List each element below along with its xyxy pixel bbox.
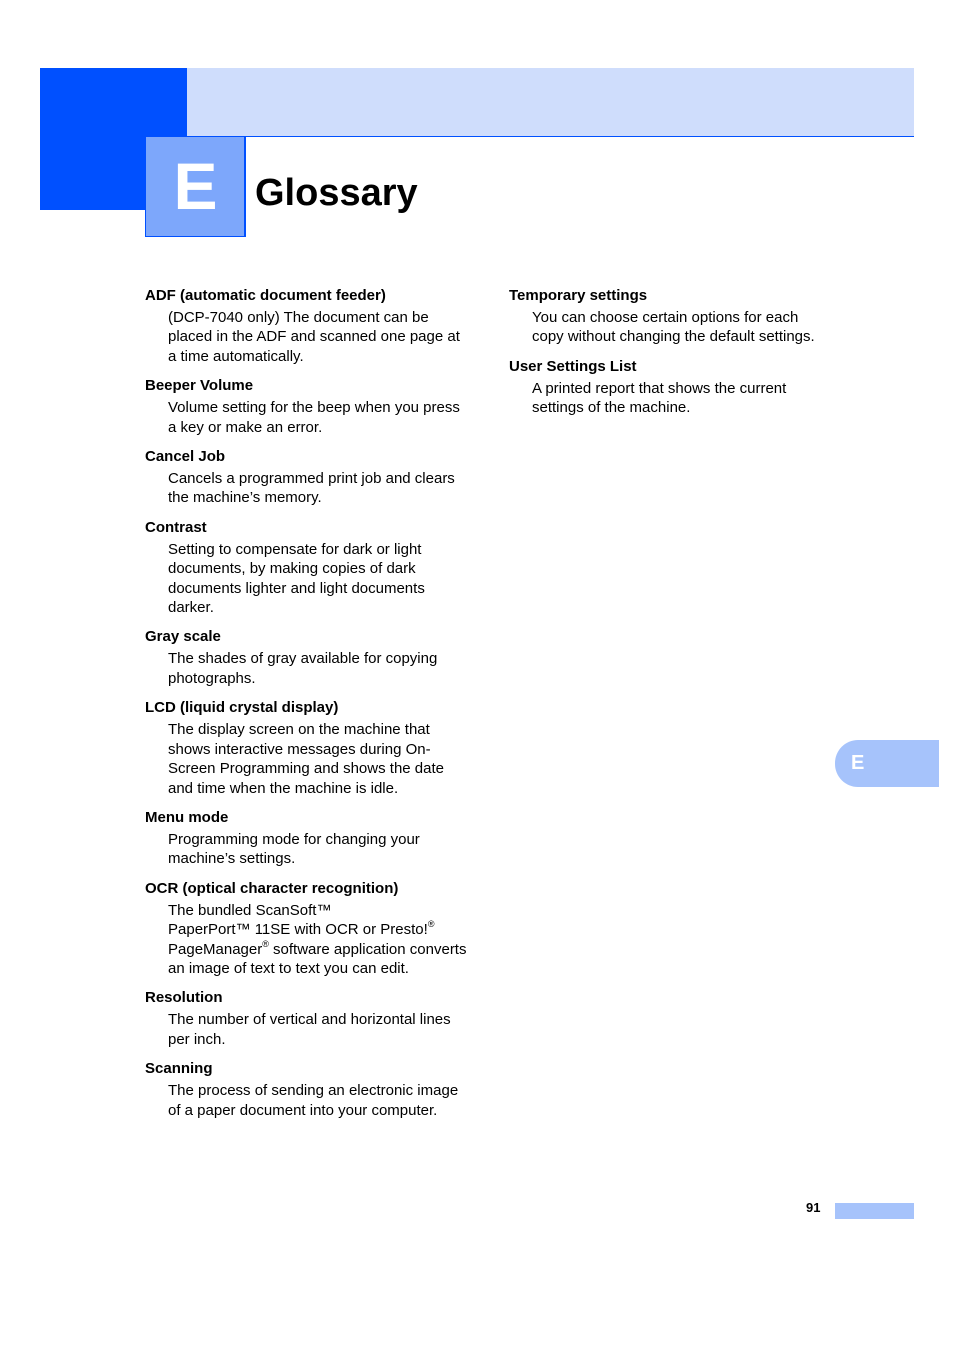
header-rule — [187, 136, 914, 137]
glossary-entry-resolution — [145, 988, 475, 1049]
glossary-definition — [168, 901, 468, 979]
glossary-definition: Volume setting for the beep when you press a key or make an error. — [168, 399, 460, 436]
ocr-definition-part3: PageManager — [168, 940, 263, 958]
glossary-entry-menu-mode — [145, 808, 475, 869]
glossary-entry-scanning — [145, 1059, 475, 1120]
registered-mark: ® — [427, 919, 435, 930]
glossary-left-column — [145, 286, 475, 1130]
glossary-term: Contrast — [145, 518, 207, 536]
glossary-term: Cancel Job — [145, 448, 226, 466]
glossary-term: Menu mode — [145, 808, 229, 826]
title-divider — [244, 136, 245, 237]
glossary-entry-beeper-volume — [145, 376, 475, 437]
chapter-letter-box: E — [145, 136, 246, 237]
glossary-definition: (DCP-7040 only) The document can be placed in the ADF and scanned one page at a time automatically. — [168, 309, 460, 365]
glossary-definition: The process of sending an electronic image of a paper document into your computer. — [168, 1082, 459, 1119]
page-number-bar — [835, 1203, 914, 1219]
glossary-entry-cancel-job — [145, 447, 475, 508]
ocr-definition-line1: The bundled ScanSoft™ — [168, 901, 332, 919]
glossary-term: Scanning — [145, 1060, 213, 1078]
glossary-term: OCR (optical character recognition) — [145, 879, 399, 897]
ocr-definition-part2: PaperPort™ 11SE with OCR or Presto! — [168, 921, 428, 939]
glossary-definition: A printed report that shows the current settings of the machine. — [532, 379, 787, 417]
glossary-term: Resolution — [145, 989, 223, 1007]
glossary-term: User Settings List — [509, 357, 637, 375]
glossary-definition: The display screen on the machine that shows interactive messages during On-Screen Programming and shows the date and time when the machine is idle. — [168, 721, 444, 797]
glossary-entry-adf — [145, 286, 475, 366]
glossary-entry-contrast — [145, 518, 475, 618]
page-number: 91 — [806, 1200, 821, 1215]
glossary-definition: The shades of gray available for copying photographs. — [168, 650, 438, 687]
page-title: Glossary — [255, 172, 418, 214]
glossary-entry-ocr — [145, 879, 475, 979]
glossary-entry-user-settings-list — [509, 357, 839, 418]
ocr-definition-part4: software application converts an image of text to text you can edit. — [168, 940, 467, 977]
glossary-term: ADF (automatic document feeder) — [145, 287, 386, 304]
glossary-term: Gray scale — [145, 628, 221, 646]
glossary-definition: The number of vertical and horizontal lines per inch. — [168, 1011, 451, 1048]
header-band-light — [187, 68, 914, 136]
glossary-definition: Setting to compensate for dark or light documents, by making copies of dark documents lighter and light documents darker. — [168, 540, 425, 617]
glossary-entry-gray-scale — [145, 627, 475, 688]
glossary-entry-lcd — [145, 698, 475, 798]
glossary-right-column — [509, 286, 839, 428]
glossary-definition: Cancels a programmed print job and clears the machine’s memory. — [168, 470, 455, 507]
glossary-term: Temporary settings — [509, 287, 648, 304]
glossary-definition: You can choose certain options for each copy without changing the default settings. — [532, 309, 815, 346]
glossary-term: Beeper Volume — [145, 377, 254, 395]
glossary-entry-temporary-settings — [509, 286, 839, 347]
chapter-side-tab: E — [835, 740, 939, 787]
glossary-term: LCD (liquid crystal display) — [145, 699, 339, 717]
glossary-definition: Programming mode for changing your machine’s settings. — [168, 830, 420, 868]
registered-mark: ® — [262, 938, 269, 949]
